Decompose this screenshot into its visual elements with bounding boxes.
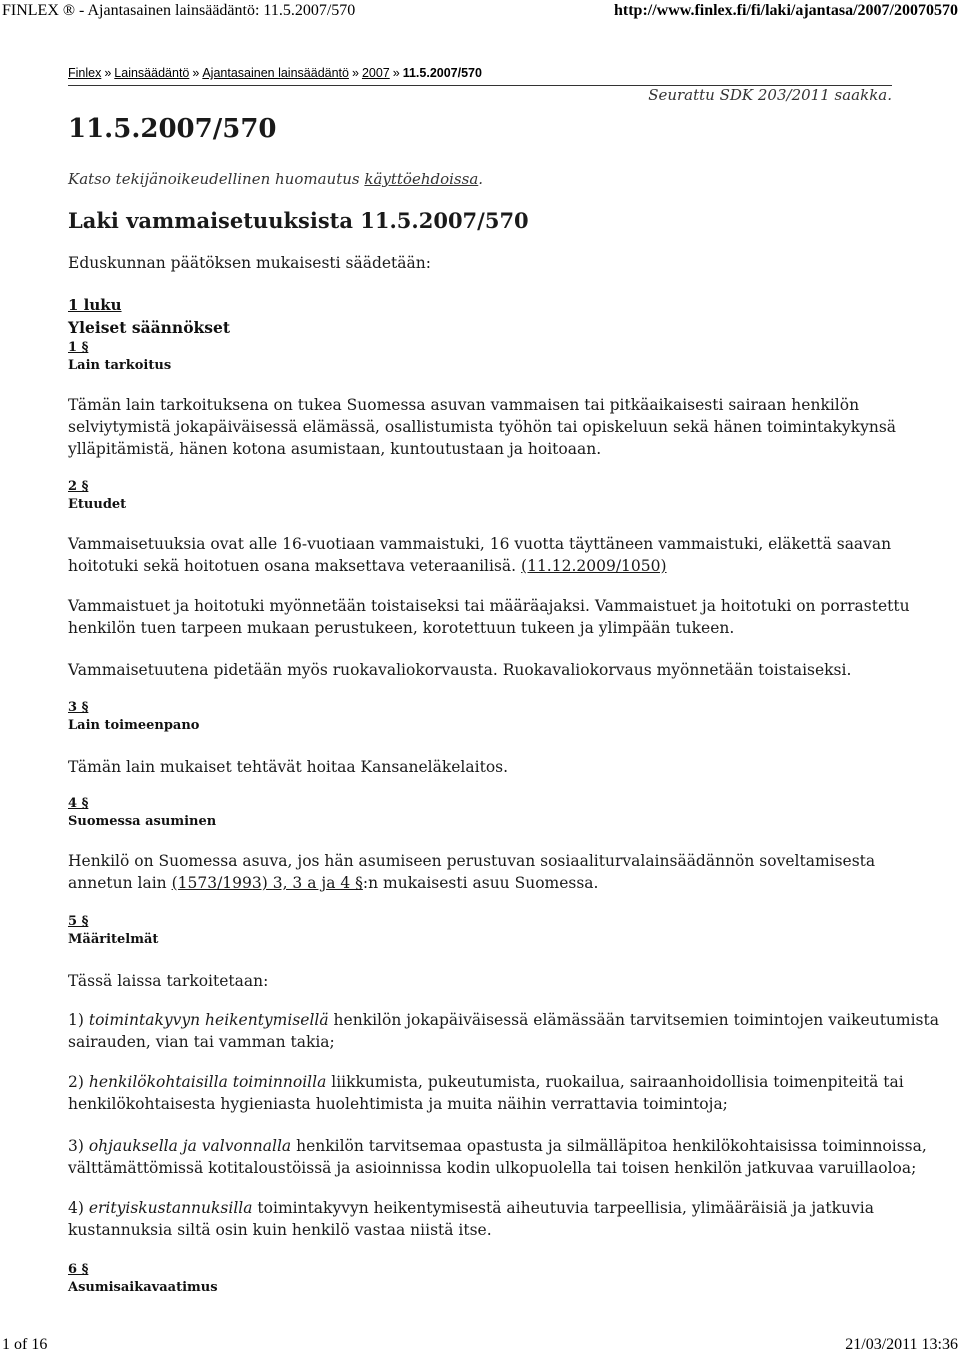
- paragraph-line: henkilökohtaisesta hygieniasta huolehtimista ja muita näihin verrattavia toimintoja;: [68, 1095, 728, 1113]
- paragraph-line: [68, 1135, 927, 1157]
- paragraph-line: välttämättömissä kotitaloustöissä ja asioinnissa kodin ulkopuolella tai toisen henkilön jatkuvaa varuillaoloa;: [68, 1159, 917, 1177]
- section-6-number[interactable]: 6 §: [68, 1262, 89, 1277]
- breadcrumb-link-finlex[interactable]: Finlex: [68, 66, 102, 80]
- paragraph-line: [68, 1197, 908, 1219]
- breadcrumb-current: 11.5.2007/570: [402, 66, 482, 80]
- section-1-number[interactable]: 1 §: [68, 340, 89, 355]
- paragraph-text: hoitotuki sekä hoitotuen osana maksettava veteraanilisä.: [68, 557, 522, 575]
- definition-text: henkilön jokapäiväisessä elämässään tarvitsemien toimintojen vaikeutumista: [328, 1011, 939, 1029]
- definition-text: toimintakyvyn heikentymisestä aiheutuvia tarpeellisia, ylimääräisiä ja jatkuvia: [252, 1199, 874, 1217]
- definition-item: [68, 1197, 908, 1241]
- definition-term: toimintakyvyn heikentymisellä: [88, 1011, 329, 1029]
- followed-until-note: Seurattu SDK 203/2011 saakka.: [648, 86, 892, 104]
- section-2-number[interactable]: 2 §: [68, 479, 89, 494]
- section-2-title: Etuudet: [68, 497, 127, 512]
- section-2-paragraph-2: [68, 595, 908, 639]
- print-header-title: FINLEX ® - Ajantasainen lainsäädäntö: 11.5.2007/570: [2, 2, 356, 19]
- breadcrumb: [68, 66, 482, 80]
- definition-number: 2): [68, 1073, 89, 1091]
- amendment-link[interactable]: (11.12.2009/1050): [521, 557, 667, 575]
- terms-of-use-link[interactable]: käyttöehdoissa: [364, 170, 479, 188]
- definition-number: 1): [68, 1011, 89, 1029]
- breadcrumb-separator: »: [192, 66, 200, 80]
- section-1-paragraph: [68, 394, 908, 460]
- paragraph-line: kustannuksia siltä osin kuin henkilö vastaa niistä itse.: [68, 1221, 492, 1239]
- definition-item: [68, 1071, 908, 1115]
- section-5-intro: Tässä laissa tarkoitetaan:: [68, 972, 269, 990]
- section-3-paragraph: Tämän lain mukaiset tehtävät hoitaa Kansaneläkelaitos.: [68, 758, 509, 776]
- paragraph-line: henkilön tuen tarpeen mukaan perustukeen, korotettuun tukeen ja ylimpään tukeen.: [68, 619, 735, 637]
- paragraph-line: Vammaistuet ja hoitotuki myönnetään toistaiseksi tai määräajaksi. Vammaistuet ja hoitotuki on porrastettu: [68, 597, 910, 615]
- print-footer-page: 1 of 16: [2, 1336, 48, 1353]
- definition-text: henkilön tarvitsemaa opastusta ja silmälläpitoa henkilökohtaisissa toiminnoissa,: [291, 1137, 927, 1155]
- paragraph-line: Henkilö on Suomessa asuva, jos hän asumiseen perustuvan sosiaaliturvalainsäädännön soveltamisesta: [68, 852, 876, 870]
- breadcrumb-separator: »: [351, 66, 359, 80]
- section-6-title: Asumisaikavaatimus: [68, 1280, 218, 1295]
- section-2-paragraph-3: Vammaisetuutena pidetään myös ruokavaliokorvausta. Ruokavaliokorvaus myönnetään toistaiseksi.: [68, 661, 852, 679]
- section-3-number[interactable]: 3 §: [68, 700, 89, 715]
- paragraph-line: [68, 1009, 939, 1031]
- paragraph-text: annetun lain: [68, 874, 172, 892]
- paragraph-line: [68, 872, 908, 894]
- referenced-law-link[interactable]: (1573/1993) 3, 3 a ja 4 §: [171, 874, 363, 892]
- breadcrumb-link-ajantasainen[interactable]: Ajantasainen lainsäädäntö: [202, 66, 349, 80]
- paragraph-line: sairauden, vian tai vamman takia;: [68, 1033, 335, 1051]
- section-5-number[interactable]: 5 §: [68, 914, 89, 929]
- copyright-notice-end: .: [478, 170, 484, 188]
- section-2-paragraph-1: [68, 533, 908, 577]
- paragraph-line: [68, 555, 908, 577]
- print-footer-datetime: 21/03/2011 13:36: [845, 1336, 958, 1353]
- breadcrumb-separator: »: [104, 66, 112, 80]
- copyright-notice-text: Katso tekijänoikeudellinen huomautus: [68, 170, 365, 188]
- section-1-title: Lain tarkoitus: [68, 358, 172, 373]
- section-4-paragraph: [68, 850, 908, 894]
- section-3-title: Lain toimeenpano: [68, 718, 200, 733]
- paragraph-line: Tämän lain tarkoituksena on tukea Suomessa asuvan vammaisen tai pitkäaikaisesti sairaan henkilön: [68, 396, 860, 414]
- definition-item: [68, 1135, 927, 1179]
- paragraph-text: :n mukaisesti asuu Suomessa.: [362, 874, 599, 892]
- definition-term: erityiskustannuksilla: [88, 1199, 253, 1217]
- paragraph-line: selviytymistä jokapäiväisessä elämässä, osallistumista työhön tai opiskeluun sekä hänen toimintakykynsä: [68, 418, 897, 436]
- paragraph-line: Vammaisetuuksia ovat alle 16-vuotiaan vammaistuki, 16 vuotta täyttäneen vammaistuki, eläkettä saavan: [68, 535, 892, 553]
- chapter-title: Yleiset säännökset: [68, 318, 231, 337]
- breadcrumb-link-2007[interactable]: 2007: [361, 66, 390, 80]
- definition-term: henkilökohtaisilla toiminnoilla: [88, 1073, 327, 1091]
- breadcrumb-link-lainsaadanto[interactable]: Lainsäädäntö: [114, 66, 190, 80]
- law-title: Laki vammaisetuuksista 11.5.2007/570: [68, 208, 529, 233]
- chapter-number[interactable]: 1 luku: [68, 296, 122, 314]
- paragraph-line: [68, 1071, 908, 1093]
- print-header-url: http://www.finlex.fi/fi/laki/ajantasa/2007/20070570: [613, 2, 958, 19]
- definition-text: liikkumista, pukeutumista, ruokailua, sairaanhoidollisia toimenpiteitä tai: [326, 1073, 904, 1091]
- enactment-clause: Eduskunnan päätöksen mukaisesti säädetään:: [68, 254, 431, 272]
- definition-term: ohjauksella ja valvonnalla: [88, 1137, 292, 1155]
- section-5-title: Määritelmät: [68, 932, 159, 947]
- breadcrumb-separator: »: [392, 66, 400, 80]
- definition-number: 4): [68, 1199, 89, 1217]
- document-number: 11.5.2007/570: [68, 114, 277, 144]
- copyright-notice: [68, 170, 483, 188]
- section-4-title: Suomessa asuminen: [68, 814, 217, 829]
- section-4-number[interactable]: 4 §: [68, 796, 89, 811]
- definition-number: 3): [68, 1137, 89, 1155]
- definition-item: [68, 1009, 939, 1053]
- paragraph-line: ylläpitämistä, hänen kotona asumistaan, kuntoutustaan ja hoitoaan.: [68, 440, 602, 458]
